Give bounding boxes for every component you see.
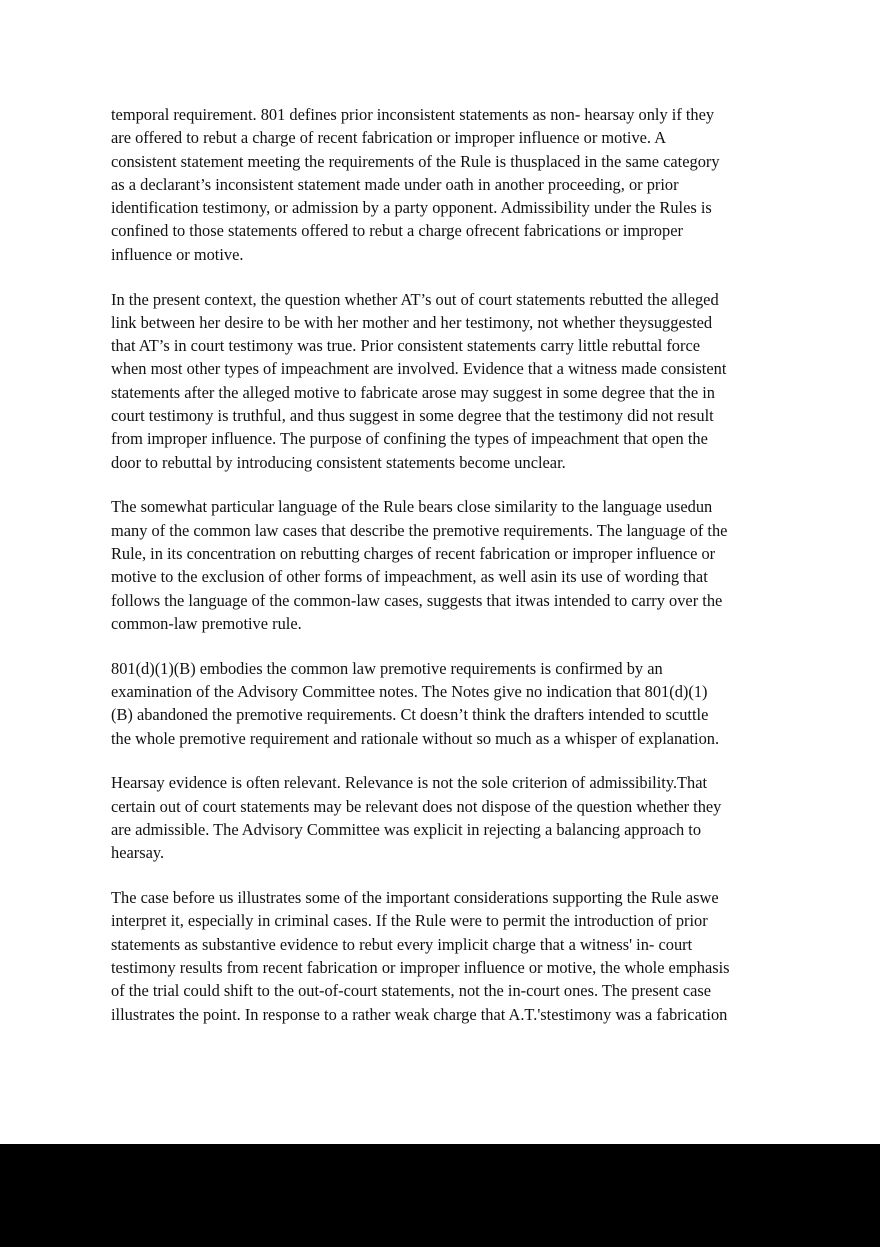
text-line: Hearsay evidence is often relevant. Relevance is not the sole criterion of admissibility.That	[111, 773, 708, 793]
text-line: 801(d)(1)(B) embodies the common law premotive requirements is confirmed by an	[111, 658, 663, 678]
text-line: when most other types of impeachment are involved. Evidence that a witness made consistent	[111, 359, 727, 379]
text-line: The somewhat particular language of the Rule bears close similarity to the language usedun	[111, 497, 713, 517]
text-line: many of the common law cases that describe the premotive requirements. The language of the	[111, 520, 728, 540]
text-line: are admissible. The Advisory Committee was explicit in rejecting a balancing approach to	[111, 820, 702, 840]
text-line: common-law premotive rule.	[111, 613, 302, 633]
text-line: Rule, in its concentration on rebutting charges of recent fabrication or improper influence or	[111, 544, 716, 564]
text-line: certain out of court statements may be relevant does not dispose of the question whether they	[111, 796, 722, 816]
text-line: illustrates the point. In response to a rather weak charge that A.T.'stestimony was a fabrication	[111, 1004, 728, 1024]
text-line: that AT’s in court testimony was true. Prior consistent statements carry little rebuttal force	[111, 336, 701, 356]
text-line: court testimony is truthful, and thus suggest in some degree that the testimony did not result	[111, 406, 714, 426]
text-line: link between her desire to be with her mother and her testimony, not whether theysuggested	[111, 312, 713, 332]
paragraph-3	[111, 495, 771, 635]
text-line: the whole premotive requirement and rationale without so much as a whisper of explanation.	[111, 728, 720, 748]
text-line: In the present context, the question whether AT’s out of court statements rebutted the alleged	[111, 289, 719, 309]
bottom-black-band	[0, 1144, 880, 1247]
text-line: statements after the alleged motive to fabricate arose may suggest in some degree that the in	[111, 382, 715, 402]
paragraph-4	[111, 657, 771, 750]
text-line: hearsay.	[111, 843, 165, 863]
text-line: as a declarant’s inconsistent statement made under oath in another proceeding, or prior	[111, 174, 679, 194]
text-line: testimony results from recent fabrication or improper influence or motive, the whole emphasis	[111, 958, 730, 977]
text-line: door to rebuttal by introducing consistent statements become unclear.	[111, 452, 566, 472]
text-line: examination of the Advisory Committee notes. The Notes give no indication that 801(d)(1)	[111, 682, 708, 702]
paragraph-1	[111, 103, 771, 266]
text-line: of the trial could shift to the out-of-court statements, not the in-court ones. The present case	[111, 981, 712, 1001]
text-line: motive to the exclusion of other forms of impeachment, as well asin its use of wording that	[111, 567, 708, 587]
text-line: statements as substantive evidence to rebut every implicit charge that a witness' in- court	[111, 934, 693, 954]
text-line: influence or motive.	[111, 244, 244, 264]
text-line: identification testimony, or admission by a party opponent. Admissibility under the Rules is	[111, 198, 712, 218]
text-line: follows the language of the common-law cases, suggests that itwas intended to carry over the	[111, 590, 723, 610]
paragraph-5	[111, 771, 771, 864]
text-line: The case before us illustrates some of the important considerations supporting the Rule aswe	[111, 888, 719, 908]
document-body	[111, 103, 771, 1047]
text-line: confined to those statements offered to rebut a charge ofrecent fabrications or improper	[111, 221, 683, 241]
paragraph-6	[111, 886, 771, 1026]
text-line: consistent statement meeting the requirements of the Rule is thusplaced in the same category	[111, 151, 720, 171]
text-line: are offered to rebut a charge of recent fabrication or improper influence or motive. A	[111, 128, 667, 148]
text-line: interpret it, especially in criminal cases. If the Rule were to permit the introduction of prior	[111, 911, 708, 931]
paragraph-2	[111, 288, 771, 474]
text-line: temporal requirement. 801 defines prior inconsistent statements as non- hearsay only if they	[111, 105, 715, 124]
text-line: from improper influence. The purpose of confining the types of impeachment that open the	[111, 429, 708, 449]
text-line: (B) abandoned the premotive requirements. Ct doesn’t think the drafters intended to scuttle	[111, 705, 709, 725]
